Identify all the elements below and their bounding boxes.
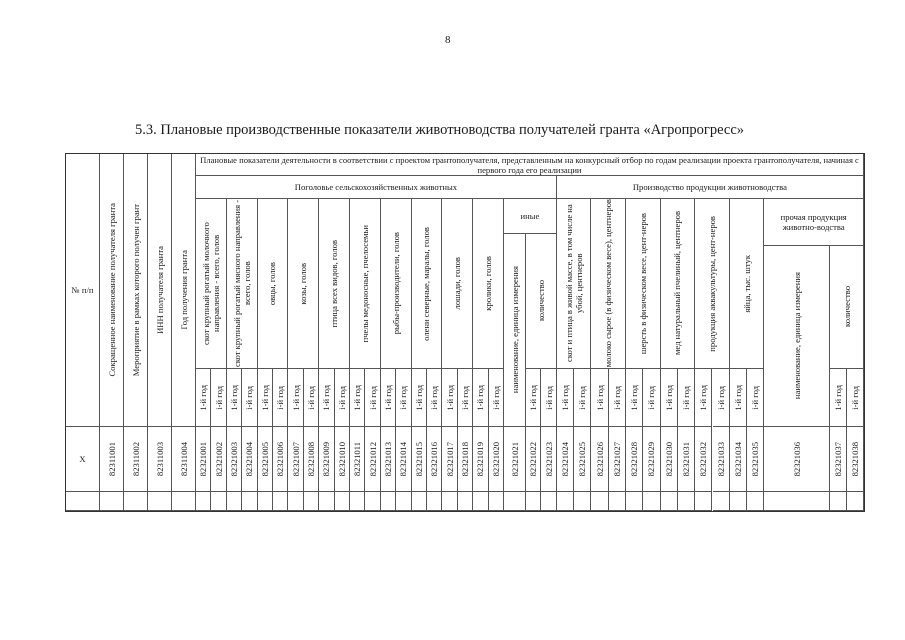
indicator-code: 82321006 [273, 427, 288, 492]
blank-cell [747, 492, 764, 511]
indicator-code: 82321027 [609, 427, 626, 492]
year-label: i-й год [335, 369, 350, 427]
indicator-code: 82321024 [557, 427, 574, 492]
indicator-code: 82321030 [661, 427, 678, 492]
production-indicator-header: продукция аквакультуры, цент-неров [695, 199, 730, 369]
year-label: 1-й год [381, 369, 396, 427]
blank-cell [526, 492, 541, 511]
section-title: 5.3. Плановые производственные показатели животноводства получателей гранта «Агропрогресс» [135, 122, 744, 138]
year-label: 1-й год [526, 369, 541, 427]
blank-cell [319, 492, 334, 511]
livestock-indicator-header: рыбы-производители, голов [381, 199, 412, 369]
blank-cell [473, 492, 488, 511]
indicator-code: 82321017 [442, 427, 457, 492]
indicator-code: 82321009 [319, 427, 334, 492]
year-label: i-й год [242, 369, 257, 427]
year-label: i-й год [427, 369, 442, 427]
blank-cell [661, 492, 678, 511]
production-indicator-header: скот и птица в живой массе, в том числе на убой, центнеров [557, 199, 592, 369]
row-number-x: Х [66, 427, 100, 492]
blank-cell [695, 492, 712, 511]
blank-cell [643, 492, 660, 511]
other-product-unit-header: наименование, единица измерения [764, 246, 830, 427]
year-label: i-й год [489, 369, 504, 427]
production-indicator-header: молоко сырое (в физическом весе), центнеров [591, 199, 626, 369]
blank-cell [730, 492, 747, 511]
year-label: 1-й год [730, 369, 747, 427]
blank-cell [830, 492, 847, 511]
year-label: i-й год [747, 369, 764, 427]
page-number: 8 [445, 34, 451, 46]
year-label: i-й год [304, 369, 319, 427]
indicator-code: 82321028 [626, 427, 643, 492]
main-plan-header: Плановые показатели деятельности в соответствии с проектом грантополучателя, представленным на конкурсный отбор по годам реализации проекта грантополучателя, начиная с первого года его реализации [196, 154, 864, 176]
year-label: 1-й год [319, 369, 334, 427]
blank-cell [609, 492, 626, 511]
year-label: 1-й год [196, 369, 211, 427]
blank-cell [288, 492, 303, 511]
blank-cell [273, 492, 288, 511]
blank-cell [442, 492, 457, 511]
indicator-code: 82321034 [730, 427, 747, 492]
indicator-code: 82321001 [196, 427, 211, 492]
indicator-code: 82321007 [288, 427, 303, 492]
indicator-code: 82321005 [258, 427, 273, 492]
year-label: 1-й год [442, 369, 457, 427]
year-label: i-й год [847, 369, 864, 427]
year-label: 1-й год [288, 369, 303, 427]
blank-cell [396, 492, 411, 511]
blank-cell [196, 492, 211, 511]
year-label: i-й год [396, 369, 411, 427]
year-label: i-й год [574, 369, 591, 427]
blank-cell [764, 492, 830, 511]
column-code: 82311004 [172, 427, 196, 492]
indicator-code: 82321013 [381, 427, 396, 492]
blank-cell [713, 492, 730, 511]
blank-cell [365, 492, 380, 511]
livestock-indicator-header: лошади, голов [442, 199, 473, 369]
blank-cell [258, 492, 273, 511]
indicator-code: 82321015 [412, 427, 427, 492]
indicator-code: 82321036 [764, 427, 830, 492]
indicator-code: 82321010 [335, 427, 350, 492]
blank-cell [557, 492, 574, 511]
blank-cell [504, 492, 526, 511]
column-code: 82311002 [124, 427, 148, 492]
blank-cell [124, 492, 148, 511]
blank-cell [350, 492, 365, 511]
blank-cell [381, 492, 396, 511]
blank-cell [100, 492, 124, 511]
production-indicator-header: яйца, тыс. штук [730, 199, 765, 369]
blank-cell [574, 492, 591, 511]
year-label: i-й год [609, 369, 626, 427]
livestock-indicator-header: кролики, голов [473, 199, 504, 369]
indicator-code: 82321019 [473, 427, 488, 492]
indicator-code: 82321038 [847, 427, 864, 492]
blank-cell [211, 492, 226, 511]
other-product-header: прочая продукция животно-водства [764, 199, 864, 246]
year-label: 1-й год [695, 369, 712, 427]
column-code: 82311001 [100, 427, 124, 492]
year-label: i-й год [541, 369, 556, 427]
indicator-code: 82321003 [227, 427, 242, 492]
year-label: 1-й год [350, 369, 365, 427]
indicator-code: 82321016 [427, 427, 442, 492]
livestock-indicator-header: козы, голов [288, 199, 319, 369]
livestock-indicator-header: олени северные, маралы, голов [412, 199, 443, 369]
column-header: Год получения гранта [172, 154, 196, 427]
indicator-code: 82321023 [541, 427, 556, 492]
blank-cell [626, 492, 643, 511]
blank-cell [172, 492, 196, 511]
year-label: i-й год [713, 369, 730, 427]
blank-cell [335, 492, 350, 511]
year-label: i-й год [365, 369, 380, 427]
column-header: ИНН получателя гранта [148, 154, 172, 427]
year-label: 1-й год [412, 369, 427, 427]
year-label: 1-й год [830, 369, 847, 427]
indicator-code: 82321035 [747, 427, 764, 492]
indicator-code: 82321020 [489, 427, 504, 492]
livestock-indicator-header: пчелы медоносные, пчелосемьи [350, 199, 381, 369]
blank-cell [847, 492, 864, 511]
blank-cell [541, 492, 556, 511]
blank-cell [412, 492, 427, 511]
blank-cell [427, 492, 442, 511]
indicator-code: 82321021 [504, 427, 526, 492]
livestock-plan-table [65, 153, 865, 512]
indicator-code: 82321029 [643, 427, 660, 492]
indicator-code: 82321022 [526, 427, 541, 492]
blank-cell [66, 492, 100, 511]
production-header: Производство продукции животноводства [557, 176, 864, 199]
column-header: Мероприятие в рамках которого получен грант [124, 154, 148, 427]
blank-cell [304, 492, 319, 511]
column-code: 82311003 [148, 427, 172, 492]
other-livestock-header: иные [504, 199, 557, 234]
blank-cell [489, 492, 504, 511]
year-label: i-й год [211, 369, 226, 427]
indicator-code: 82321032 [695, 427, 712, 492]
year-label: 1-й год [227, 369, 242, 427]
blank-cell [227, 492, 242, 511]
year-label: 1-й год [258, 369, 273, 427]
indicator-code: 82321033 [713, 427, 730, 492]
indicator-code: 82321031 [678, 427, 695, 492]
production-indicator-header: мед натуральный пчелиный, центнеров [661, 199, 696, 369]
year-label: 1-й год [557, 369, 574, 427]
indicator-code: 82321025 [574, 427, 591, 492]
indicator-code: 82321026 [591, 427, 608, 492]
other-qty-header: количество [526, 234, 557, 369]
indicator-code: 82321014 [396, 427, 411, 492]
year-label: i-й год [678, 369, 695, 427]
year-label: 1-й год [626, 369, 643, 427]
livestock-indicator-header: овцы, голов [258, 199, 289, 369]
other-product-qty-header: количество [830, 246, 864, 369]
blank-cell [678, 492, 695, 511]
livestock-indicator-header: скот крупный рогатый молочного направления - всего, голов [196, 199, 227, 369]
livestock-indicator-header: птица всех видов, голов [319, 199, 350, 369]
indicator-code: 82321002 [211, 427, 226, 492]
indicator-code: 82321004 [242, 427, 257, 492]
year-label: i-й год [458, 369, 473, 427]
livestock-indicator-header: скот крупный рогатый мясного направления - всего, голов [227, 199, 258, 369]
indicator-code: 82321012 [365, 427, 380, 492]
blank-cell [242, 492, 257, 511]
other-unit-header: наименование, единица измерения [504, 234, 526, 427]
year-label: 1-й год [591, 369, 608, 427]
year-label: i-й год [273, 369, 288, 427]
row-number-header: № п/п [66, 154, 100, 427]
year-label: i-й год [643, 369, 660, 427]
livestock-header: Поголовье сельскохозяйственных животных [196, 176, 557, 199]
year-label: 1-й год [661, 369, 678, 427]
column-header: Сокращенное наименование получателя гранта [100, 154, 124, 427]
year-label: 1-й год [473, 369, 488, 427]
indicator-code: 82321011 [350, 427, 365, 492]
indicator-code: 82321018 [458, 427, 473, 492]
indicator-code: 82321008 [304, 427, 319, 492]
production-indicator-header: шерсть в физическом весе, цент-неров [626, 199, 661, 369]
blank-cell [591, 492, 608, 511]
blank-cell [458, 492, 473, 511]
blank-cell [148, 492, 172, 511]
indicator-code: 82321037 [830, 427, 847, 492]
